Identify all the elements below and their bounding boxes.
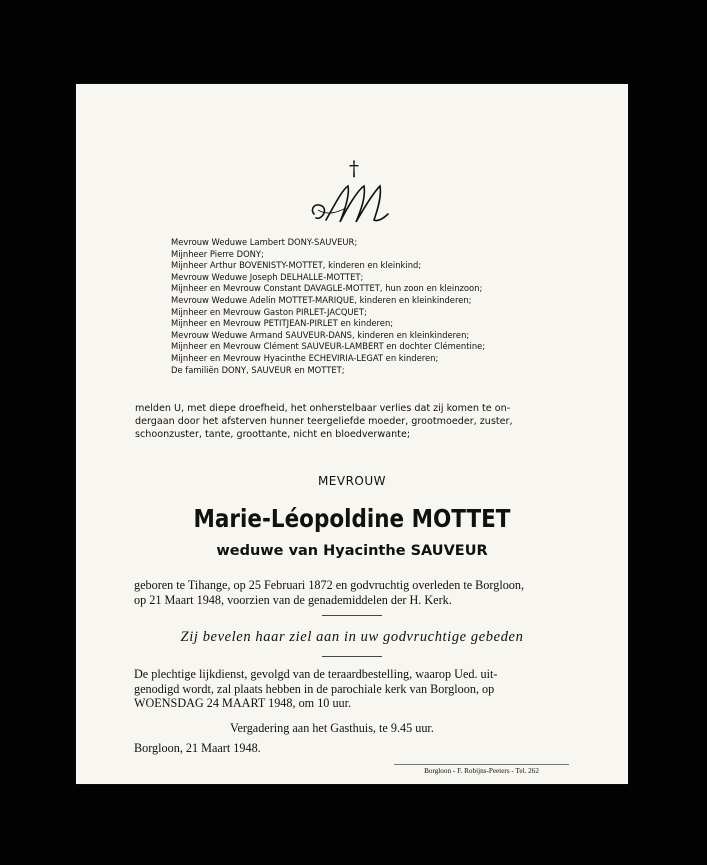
announcement-line: schoonzuster, tante, groottante, nicht en bloedverwante; bbox=[135, 429, 411, 440]
meeting-line: Vergadering aan het Gasthuis, te 9.45 uur. bbox=[230, 721, 434, 735]
service-line: De plechtige lijkdienst, gevolgd van de teraardbestelling, waarop Ued. uit- bbox=[134, 667, 498, 681]
service-line: WOENSDAG 24 MAART 1948, om 10 uur. bbox=[134, 696, 352, 711]
family-line: Mevrouw Weduwe Joseph DELHALLE-MOTTET; bbox=[171, 271, 364, 282]
prayer-line: Zij bevelen haar ziel aan in uw godvruchtige gebeden bbox=[180, 629, 524, 645]
widow-of: weduwe van Hyacinthe SAUVEUR bbox=[216, 543, 488, 559]
cross-icon: † bbox=[349, 156, 359, 180]
title-word: MEVROUW bbox=[317, 474, 387, 488]
family-line: Mevrouw Weduwe Adelin MOTTET-MARIQUE, kinderen en kleinkinderen; bbox=[171, 294, 472, 305]
divider bbox=[322, 656, 382, 657]
family-line: De familiën DONY, SAUVEUR en MOTTET; bbox=[171, 364, 345, 375]
announcement-line: dergaan door het afsterven hunner teergeliefde moeder, grootmoeder, zuster, bbox=[135, 416, 513, 427]
printer-imprint: Borgloon - F. Robijns-Peeters - Tel. 262 bbox=[424, 767, 539, 775]
family-line: Mijnheer Pierre DONY; bbox=[171, 248, 264, 259]
service-line: genodigd wordt, zal plaats hebben in de parochiale kerk van Borgloon, op bbox=[134, 681, 495, 696]
announcement-line: melden U, met diepe droefheid, het onherstelbaar verlies dat zij komen te on- bbox=[135, 403, 511, 414]
family-line: Mevrouw Weduwe Lambert DONY-SAUVEUR; bbox=[171, 237, 358, 247]
family-line: Mijnheer en Mevrouw Constant DAVAGLE-MOTTET, hun zoon en kleinzoon; bbox=[171, 283, 483, 294]
family-line: Mijnheer en Mevrouw Gaston PIRLET-JACQUET; bbox=[171, 306, 367, 317]
family-list bbox=[171, 237, 571, 376]
divider bbox=[394, 764, 569, 765]
monogram-m-icon bbox=[308, 180, 398, 226]
birth-line: geboren te Tihange, op 25 Februari 1872 en godvruchtig overleden te Borgloon, bbox=[134, 578, 525, 592]
family-line: Mevrouw Weduwe Armand SAUVEUR-DANS, kinderen en kleinkinderen; bbox=[171, 329, 470, 340]
family-line: Mijnheer Arthur BOVENISTY-MOTTET, kinderen en kleinkind; bbox=[171, 260, 422, 271]
death-notice-card bbox=[76, 84, 628, 784]
divider bbox=[322, 615, 382, 616]
funeral-service-text bbox=[134, 667, 580, 711]
birth-line: op 21 Maart 1948, voorzien van de genademiddelen der H. Kerk. bbox=[134, 593, 452, 607]
place-date: Borgloon, 21 Maart 1948. bbox=[134, 741, 261, 755]
birth-death-text bbox=[134, 578, 584, 608]
family-line: Mijnheer en Mevrouw PETITJEAN-PIRLET en kinderen; bbox=[171, 318, 394, 329]
announcement-text bbox=[135, 402, 581, 441]
deceased-name: Marie-Léopoldine MOTTET bbox=[193, 504, 511, 533]
family-line: Mijnheer en Mevrouw Hyacinthe ECHEVIRIA-LEGAT en kinderen; bbox=[171, 352, 439, 363]
family-line: Mijnheer en Mevrouw Clément SAUVEUR-LAMBERT en dochter Clémentine; bbox=[171, 341, 486, 352]
